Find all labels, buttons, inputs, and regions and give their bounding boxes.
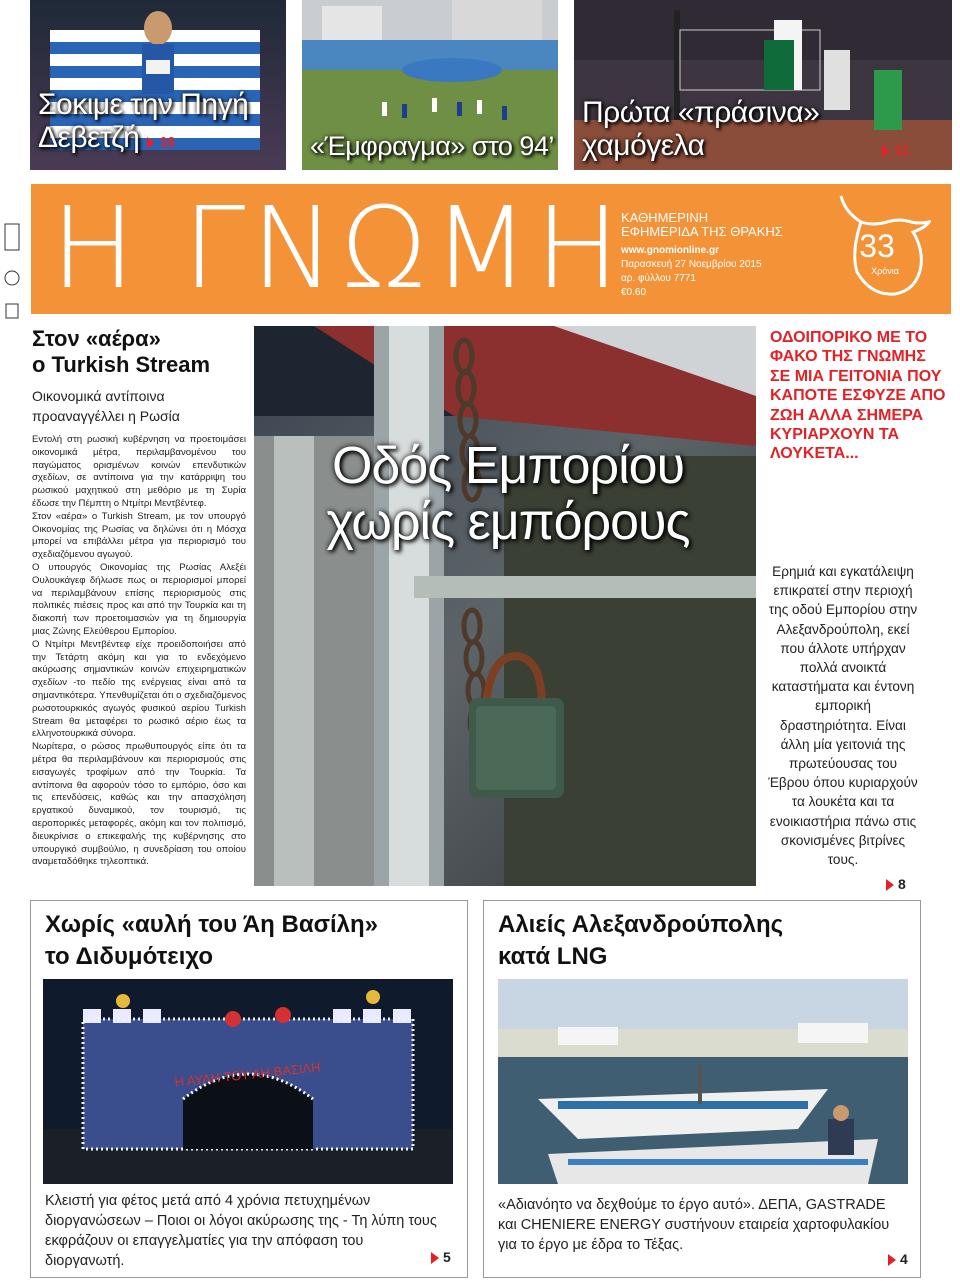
teaser-title: Σοκιμε την Πηγή Δεβετζή 16	[38, 88, 249, 154]
paragraph: Νωρίτερα, ο ρώσος πρωθυπουργός είπε ότι τα μέτρα θα περιλαμβάνουν και περιορισμούς στις εισαγωγές τροφίμων από την Τουρκία. Τα αντίποινα θα αφορούν τόσο το εμπόριο, όσο και τις επενδύσεις, καθώς και την απασχόληση εργατικού δυναμικού, τον τουρισμό, τις αεροπορικές μεταφορές, ακόμη και τον πολιτισμό, διευκρίνισε ο επικεφαλής της κυβέρνησης στο υπουργικό συμβούλιο, η συνεδρίαση του οποίου αναμεταδόθηκε τηλεοπτικά.	[32, 741, 246, 868]
teaser-title: Πρώτα «πράσινα» χαμόγελα 11	[582, 96, 910, 162]
bottom-left-text: Κλειστή για φέτος μετά από 4 χρόνια πετυχημένων διοργανώσεων – Ποιοι οι λόγοι ακύρωσης της - Τη λύπη τους εκφράζουν οι επαγγελματίες για την απόφαση του διοργανωτή.	[45, 1193, 437, 1269]
bottom-right-text: «Αδιανόητο να δεχθούμε το έργο αυτό». ΔΕΠΑ, GASTRADE και CHENIERE ENERGY συστήνουν εταιρεία χαρτοφυλακίου για το έργο με έδρα το Τέξας.	[498, 1197, 890, 1253]
bottom-right-story[interactable]	[483, 900, 921, 1278]
website[interactable]: www.gnomionline.gr	[621, 245, 719, 256]
left-story-body	[32, 434, 246, 869]
issue-number: αρ. φύλλου 7771	[621, 273, 696, 284]
stamp-icon	[2, 220, 22, 340]
tagline-2: ΕΦΗΜΕΡΙΔΑ ΤΗΣ ΘΡΑΚΗΣ	[621, 224, 783, 239]
paragraph: Εντολή στη ρωσική κυβέρνηση να προετοιμάσει οικονομικά μέτρα, περιλαμβανομένου του παγώματος ορισμένων κοινών επενδυτικών σχεδίων, σε αντίποινα για την κατάρριψη του ρωσικού μαχητικού στη μεθόριο με τη Συρία έδωσε την Πέμπτη ο Ντμίτρι Μεντβέντεφ.	[32, 434, 246, 509]
masthead	[31, 184, 951, 314]
main-story-photo[interactable]	[254, 326, 756, 886]
arrow-right-icon	[147, 137, 155, 149]
page-ref: 11	[882, 142, 909, 159]
teaser-title: «Έμφραγμα» στο 94’	[310, 131, 553, 161]
arrow-right-icon	[431, 1252, 439, 1264]
paragraph: Ο Ντμίτρι Μεντβέντεφ είχε προειδοποιήσει από την Τετάρτη ακόμη και για το ενδεχόμενο ακύρωσης σημαντικών κοινών επιχειρηματικών σχεδίων -το πεδίο της ενέργειας είναι από τα σημαντικότερα. Υπενθυμίζεται ότι ο σχεδιαζόμενος ρωσοτουρκικός αγωγός φυσικού αερίου Turkish Stream θα μεταφέρει το ρωσικό αέριο έως τα ελληνοτουρκικά σύνορα.	[32, 638, 246, 740]
paragraph: Ο υπουργός Οικονομίας της Ρωσίας Αλεξέι Ουλουκάγεφ δήλωσε πως οι περιορισμοί μπορεί να περιλαμβάνουν επίσης περιορισμούς στις πολιτικές πιέσεις προς και από την Τουρκία και τη διακοπή των προετοιμασιών για τη δημιουργία μιας Ζώνης Ελεύθερου Εμπορίου.	[32, 561, 246, 637]
bottom-left-headline: Χωρίς «αυλή του Άη Βασίλη» το Διδυμότειχο	[45, 911, 379, 970]
teaser-volleyball[interactable]	[574, 0, 952, 170]
main-story-kicker: ΟΔΟΙΠΟΡΙΚΟ ΜΕ ΤΟ ΦΑΚΟ ΤΗΣ ΓΝΩΜΗΣ ΣΕ ΜΙΑ ΓΕΙΤΟΝΙΑ ΠΟΥ ΚΑΠΟΤΕ ΕΣΦΥΖΕ ΑΠΟ ΖΩΗ ΑΛΛΑ ΣΗΜΕΡΑ ΚΥΡΙΑΡΧΟΥΝ ΤΑ ΛΟΥΚΕΤΑ...	[770, 329, 946, 463]
side-stamp	[2, 220, 22, 340]
arrow-right-icon	[886, 879, 894, 891]
paragraph: Στον «αέρα» ο Turkish Stream, με τον υπουργό Οικονομίας της Ρωσίας να δηλώνει ότι η Μόσχα μπορεί να επιβάλλει μέτρα για περιορισμό του σχεδιαζόμενου αγωγού.	[32, 510, 246, 561]
santa-house-photo	[43, 979, 453, 1184]
padlock-photo	[254, 326, 756, 886]
bottom-left-page-ref[interactable]: 5	[431, 1249, 451, 1265]
teaser-football[interactable]	[302, 0, 558, 170]
main-story-body: Ερημιά και εγκατάλειψη επικρατεί στην περιοχή της οδού Εμπορίου στην Αλεξανδρούπολη, εκεί που άλλοτε υπήρχαν πολλά ανοικτά καταστήματα και έντονη εμπορική δραστηριότητα. Είναι άλλη μία γειτονιά της πρωτεύουσας του Έβρου όπου κυριαρχούν τα λουκέτα και τα ενοικιαστήρια πάνω στις σκονισμένες βιτρίνες τους.	[768, 564, 918, 868]
castle-lights-photo	[43, 979, 453, 1184]
harbor-photo	[498, 979, 908, 1184]
sign-text: Η ΑΥΛΗ ΤΟΥ ΑΗ ΒΑΣΙΛΗ	[173, 1059, 322, 1090]
page-ref: 16	[147, 134, 175, 151]
anniversary-label: Χρόνια	[871, 266, 899, 276]
newspaper-logo[interactable]: Η ΓΝΩΜΗ	[51, 184, 626, 314]
fishing-boats-photo	[498, 979, 908, 1184]
left-story-subhead: Οικονομικά αντίποινα προαναγγέλλει η Ρωσία	[32, 388, 180, 424]
bottom-right-headline: Αλιείς Αλεξανδρούπολης κατά LNG	[498, 911, 784, 970]
anniversary-number: 33	[859, 228, 895, 264]
arrow-right-icon	[888, 1254, 896, 1266]
teaser-athletics[interactable]	[30, 0, 286, 170]
issue-date: Παρασκευή 27 Νοεμβρίου 2015	[621, 259, 762, 270]
arrow-right-icon	[882, 145, 890, 157]
bottom-left-story[interactable]	[30, 900, 468, 1278]
left-story-headline[interactable]: Στον «αέρα» ο Turkish Stream	[32, 326, 211, 377]
tagline-1: ΚΑΘΗΜΕΡΙΝΗ	[621, 210, 709, 225]
price: €0.60	[621, 287, 647, 298]
main-story-page-ref[interactable]: 8	[886, 876, 906, 892]
bottom-right-page-ref[interactable]: 4	[888, 1251, 908, 1267]
main-story-title[interactable]: Οδός Εμπορίου χωρίς εμπόρους	[326, 437, 690, 551]
